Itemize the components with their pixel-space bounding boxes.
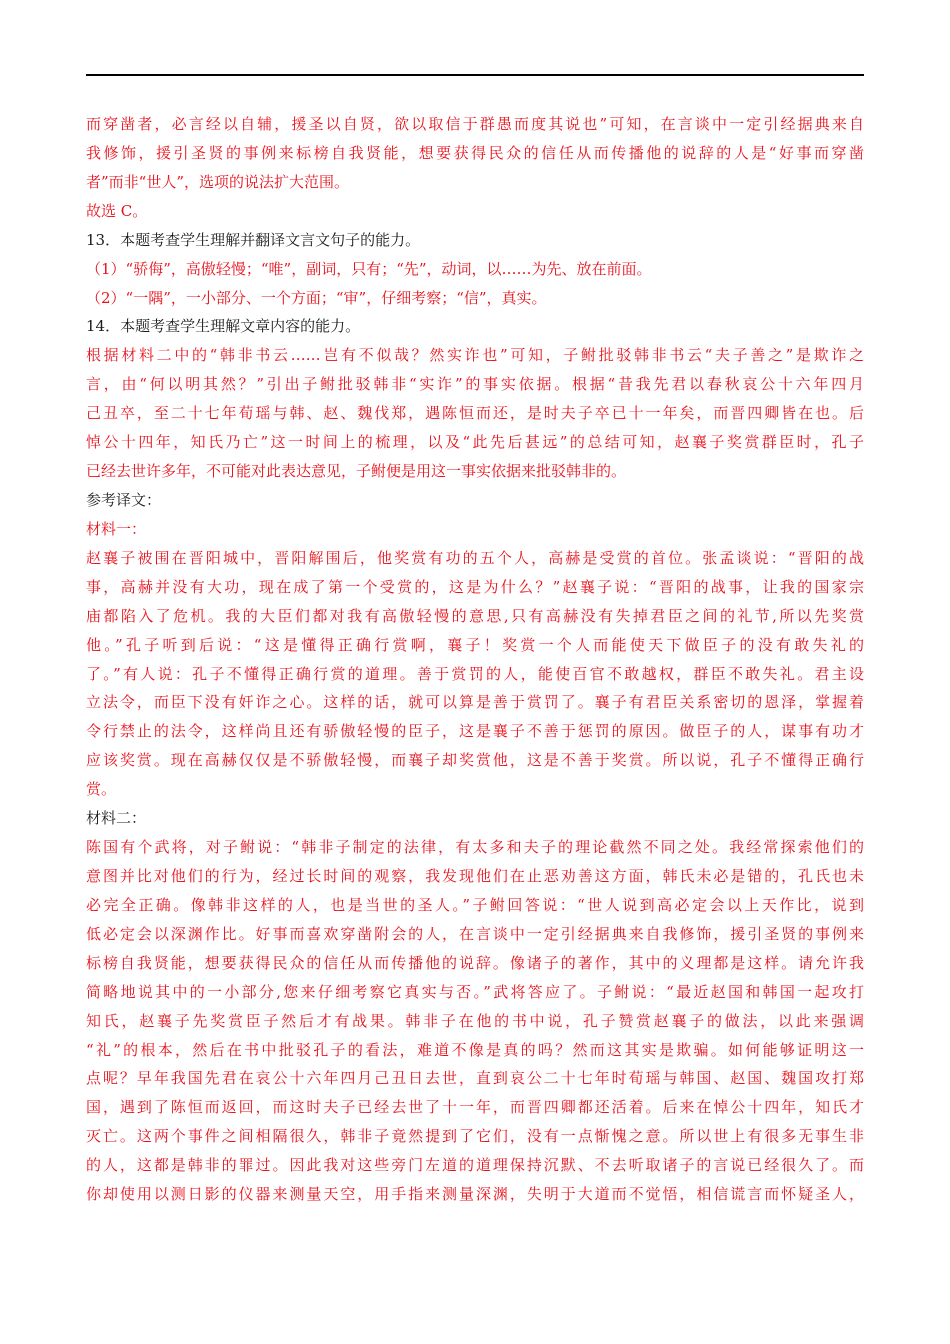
text-line: 我修饰，援引圣贤的事例来标榜自我贤能，想要获得民众的信任从而传播他的说辞的人是“好事而穿凿 xyxy=(86,143,864,162)
text-line: 国，遇到了陈恒而返回，而这时夫子已经去世了十一年，而晋四卿都还活着。后来在悼公十四年，知氏才 xyxy=(86,1098,864,1117)
text-line: 事，高赫并没有大功，现在成了第一个受赏的，这是为什么？”赵襄子说：“晋阳的战事，让我的国家宗 xyxy=(86,577,864,596)
text-line: 意图并比对他们的行为，经过长时间的观察，我发现他们在止恶劝善这方面，韩氏未必是错的，孔氏也未 xyxy=(86,866,864,885)
text-line: 悼公十四年，知氏乃亡”这一时间上的梳理，以及“此先后甚远”的总结可知，赵襄子奖赏群臣时，孔子 xyxy=(86,433,864,452)
text-line: 你却使用以测日影的仪器来测量天空，用手指来测量深渊，失明于大道而不觉悟，相信谎言而怀疑圣人， xyxy=(86,1185,864,1204)
text-line: 参考译文： xyxy=(86,490,162,509)
text-line: 低必定会以深渊作比。好事而喜欢穿凿附会的人，在言谈中一定引经据典来自我修饰，援引圣贤的事例来 xyxy=(86,924,864,943)
text-line: 简略地说其中的一小部分,您来仔细考察它真实与否。”武将答应了。子鲋说：“最近赵国和韩国一起攻打 xyxy=(86,982,864,1001)
text-line: 了。”有人说：孔子不懂得正确行赏的道理。善于赏罚的人，能使百官不敢越权，群臣不敢失礼。君主设 xyxy=(86,664,864,683)
text-line: 应该奖赏。现在高赫仅仅是不骄傲轻慢，而襄子却奖赏他，这是不善于奖赏。所以说，孔子不懂得正确行 xyxy=(86,751,864,770)
text-line: 材料一： xyxy=(86,519,147,538)
text-line: 材料二： xyxy=(86,809,147,828)
text-line: 知氏，赵襄子先奖赏臣子然后才有战果。韩非子在他的书中说，孔子赞赏赵襄子的做法，以此来强调 xyxy=(86,1011,864,1030)
text-line: 立法令，而臣下没有奸诈之心。这样的话，就可以算是善于赏罚了。襄子有君臣关系密切的恩泽，掌握着 xyxy=(86,693,864,712)
text-line: （2）“一隅”，一小部分、一个方面；“审”，仔细考察；“信”，真实。 xyxy=(86,288,547,307)
text-line: 必完全正确。像韩非这样的人，也是当世的圣人。”子鲋回答说：“世人说到高必定会以上天作比，说到 xyxy=(86,895,864,914)
text-line: 故选 C。 xyxy=(86,201,148,220)
text-line: 庙都陷入了危机。我的大臣们都对我有高傲轻慢的意思,只有高赫没有失掉君臣之间的礼节,所以先奖赏 xyxy=(86,606,864,625)
text-line: 赏。 xyxy=(86,780,117,799)
text-line: 灭亡。这两个事件之间相隔很久，韩非子竟然提到了它们，没有一点惭愧之意。所以世上有很多无事生非 xyxy=(86,1127,864,1146)
text-line: 13．本题考查学生理解并翻译文言文句子的能力。 xyxy=(86,230,421,249)
text-line: 赵襄子被围在晋阳城中，晋阳解围后，他奖赏有功的五个人，高赫是受赏的首位。张孟谈说：“晋阳的战 xyxy=(86,548,864,567)
text-line: 标榜自我贤能，想要获得民众的信任从而传播他的说辞。像诸子的著作，其中的义理都是这样。请允许我 xyxy=(86,953,864,972)
text-line: “礼”的根本，然后在书中批驳孔子的看法，难道不像是真的吗？然而这其实是欺骗。如何能够证明这一 xyxy=(86,1040,864,1059)
document-body xyxy=(86,110,864,1209)
text-line: 而穿凿者，必言经以自辅，援圣以自贤，欲以取信于群愚而度其说也”可知，在言谈中一定引经据典来自 xyxy=(86,115,864,133)
text-line: 陈国有个武将，对子鲋说：“韩非子制定的法律，有太多和夫子的理论截然不同之处。我经常探索他们的 xyxy=(86,838,864,857)
text-line: 者”而非“世人”，选项的说法扩大范围。 xyxy=(86,172,350,191)
text-line: 他。”孔子听到后说：“这是懂得正确行赏啊，襄子！奖赏一个人而能使天下做臣子的没有敢失礼的 xyxy=(86,635,864,654)
text-line: （1）“骄侮”，高傲轻慢；“唯”，副词，只有；“先”，动词，以……为先、放在前面。 xyxy=(86,259,652,278)
text-line: 的人，这都是韩非的罪过。因此我对这些旁门左道的道理保持沉默、不去听取诸子的言说已经很久了。而 xyxy=(86,1156,864,1175)
text-line: 14．本题考查学生理解文章内容的能力。 xyxy=(86,317,361,336)
text-line: 令行禁止的法令，这样尚且还有骄傲轻慢的臣子，这是襄子不善于惩罚的原因。做臣子的人，谋事有功才 xyxy=(86,722,864,741)
text-line: 己丑卒，至二十七年荀瑶与韩、赵、魏伐郑，遇陈恒而还，是时夫子卒已十一年矣，而晋四卿皆在也。后 xyxy=(86,404,864,423)
text-line: 言，由“何以明其然？”引出子鲋批驳韩非“实诈”的事实依据。根据“昔我先君以春秋哀公十六年四月 xyxy=(86,375,864,394)
text-line: 根据材料二中的“韩非书云……岂有不似哉？然实诈也”可知，子鲋批驳韩非书云“夫子善之”是欺诈之 xyxy=(86,346,864,365)
text-line: 已经去世许多年，不可能对此表达意见，子鲋便是用这一事实依据来批驳韩非的。 xyxy=(86,462,627,481)
header-rule xyxy=(86,74,864,76)
text-line: 点呢？早年我国先君在哀公十六年四月己丑日去世，直到哀公二十七年时荀瑶与韩国、赵国、魏国攻打郑 xyxy=(86,1069,864,1088)
